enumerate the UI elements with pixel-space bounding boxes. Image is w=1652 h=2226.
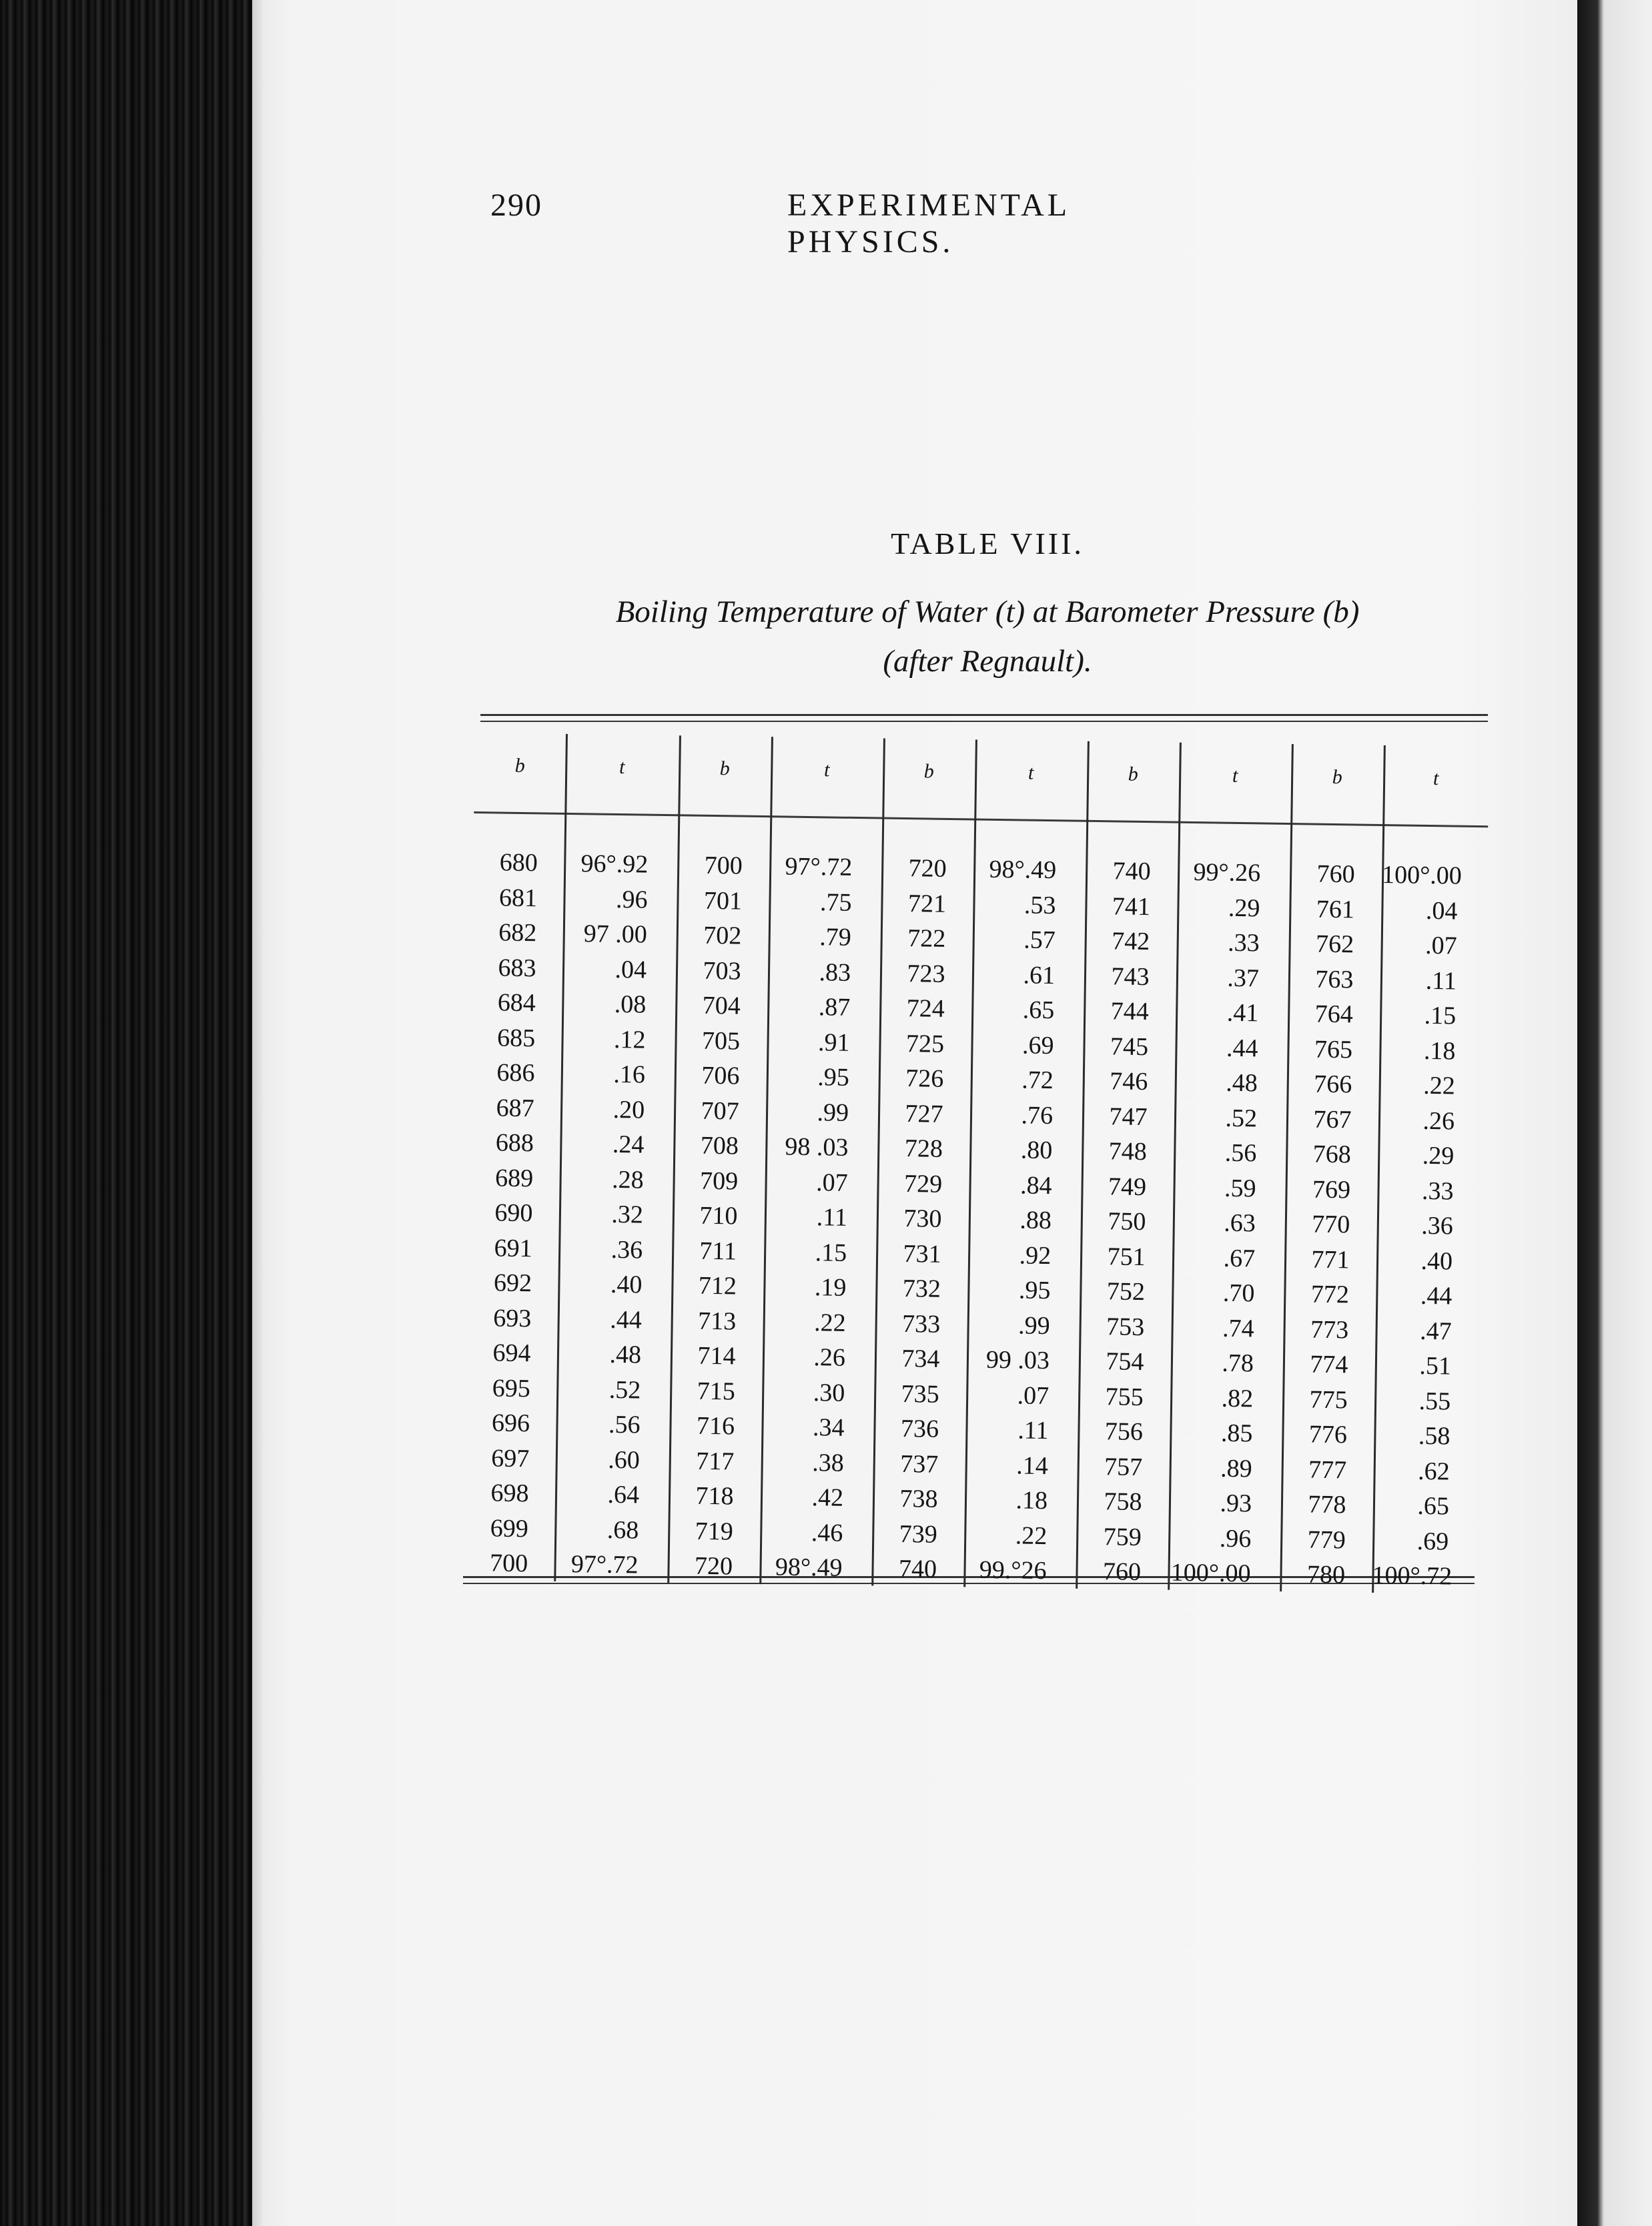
table-cell: 725 — [905, 1029, 945, 1058]
table-cell: 712 — [698, 1271, 737, 1301]
table-cell: .78 — [1222, 1349, 1254, 1378]
table-cell: .56 — [1224, 1138, 1257, 1168]
table-cell: 735 — [901, 1379, 940, 1409]
table-cell: 691 — [494, 1233, 533, 1262]
table-cell: .15 — [1424, 1001, 1457, 1030]
table-cell: 686 — [496, 1058, 535, 1088]
table-cell: .14 — [1015, 1451, 1049, 1480]
table-cell: 751 — [1107, 1242, 1146, 1271]
table-cell: 755 — [1105, 1382, 1144, 1411]
table-cell: .12 — [613, 1025, 646, 1054]
table-cell: 759 — [1103, 1522, 1142, 1551]
table-cell: 771 — [1311, 1245, 1350, 1274]
table-cell: 698 — [490, 1479, 529, 1508]
table-cell: 705 — [701, 1026, 741, 1056]
table-cell: .96 — [1219, 1524, 1252, 1553]
table-cell: 734 — [901, 1345, 940, 1373]
table-column-b-5 — [1280, 744, 1384, 1589]
table-cell: 770 — [1312, 1210, 1350, 1239]
table-cell: .20 — [612, 1095, 645, 1124]
table-cell: 763 — [1315, 965, 1354, 994]
table-cell: .19 — [814, 1273, 847, 1302]
table-cell: .08 — [614, 990, 647, 1019]
table-cell: 765 — [1314, 1035, 1353, 1064]
table-cell: .44 — [1420, 1281, 1453, 1311]
table-column-b-2 — [668, 735, 771, 1581]
table-cell: 779 — [1307, 1525, 1346, 1554]
table-column-b-3 — [872, 739, 975, 1583]
table-cell: 736 — [900, 1415, 939, 1443]
column-header: t — [823, 759, 830, 781]
table-cell: .29 — [1422, 1141, 1455, 1170]
table-cell: .57 — [1023, 925, 1056, 955]
table-cell: 694 — [492, 1339, 531, 1368]
caption-line-1: Boiling Temperature of Water (t) at Barometer Pressure (b) — [615, 595, 1360, 629]
table-cell: .82 — [1221, 1384, 1254, 1413]
table-cell: 775 — [1309, 1385, 1348, 1414]
table-caption — [520, 587, 1455, 686]
column-header: t — [1027, 761, 1034, 784]
table-cell: 733 — [901, 1309, 941, 1339]
table-cell: 695 — [492, 1373, 531, 1403]
table-cell: 709 — [699, 1166, 739, 1196]
table-cell: 776 — [1308, 1420, 1348, 1449]
table-cell: 740 — [898, 1554, 937, 1583]
table-cell: 746 — [1110, 1067, 1148, 1096]
table-cell: .65 — [1417, 1491, 1450, 1521]
table-cell: 742 — [1111, 927, 1150, 956]
table-cell: 98 .03 — [785, 1132, 849, 1162]
table-cell: 753 — [1106, 1312, 1145, 1341]
table-cell: .32 — [611, 1200, 644, 1229]
table-cell: .40 — [610, 1270, 643, 1299]
table-cell: 720 — [908, 854, 947, 883]
table-cell: 714 — [697, 1341, 736, 1371]
table-cell: 748 — [1108, 1137, 1148, 1166]
table-cell: .52 — [608, 1375, 641, 1405]
table-cell: .36 — [1421, 1211, 1454, 1240]
table-cell: .33 — [1421, 1176, 1454, 1206]
table-cell: 689 — [494, 1163, 534, 1192]
table-cell: 696 — [491, 1409, 530, 1438]
table-cell: 724 — [906, 994, 945, 1023]
table-cell: .53 — [1023, 891, 1056, 919]
table-cell: .18 — [1423, 1036, 1456, 1066]
table-cell: 727 — [905, 1099, 943, 1128]
table-cell: .07 — [1017, 1381, 1050, 1410]
table-cell: .55 — [1418, 1387, 1451, 1416]
table-cell: .92 — [1019, 1240, 1052, 1270]
table-cell: .70 — [1222, 1278, 1255, 1308]
table-cell: 761 — [1316, 895, 1355, 923]
table-cell: 711 — [699, 1236, 737, 1266]
running-head: EXPERIMENTAL PHYSICS. — [787, 188, 1070, 260]
table-cell: .04 — [1425, 896, 1458, 925]
table-cell: 700 — [704, 851, 743, 880]
table-cell: .96 — [615, 885, 648, 914]
table-cell: .38 — [811, 1448, 845, 1477]
table-cell: .74 — [1222, 1314, 1254, 1343]
table-column-b-4 — [1076, 741, 1180, 1587]
table-cell: 697 — [491, 1443, 530, 1473]
table-cell: 722 — [907, 924, 946, 953]
table-cell: 777 — [1308, 1455, 1347, 1484]
table-cell: 98°.49 — [989, 855, 1057, 885]
table-cell: .18 — [1015, 1486, 1048, 1515]
table-cell: .89 — [1220, 1454, 1253, 1483]
table-cell: 97°.72 — [570, 1550, 639, 1579]
table-cell: 98°.49 — [775, 1553, 843, 1582]
column-header: b — [1128, 763, 1138, 785]
table-cell: 718 — [695, 1481, 734, 1511]
book-spine — [0, 0, 254, 2226]
column-header: b — [719, 757, 731, 780]
table-cell: 741 — [1112, 891, 1151, 921]
table-cell: .79 — [819, 923, 852, 952]
table-cell: 100°.00 — [1381, 860, 1463, 890]
table-cell: 752 — [1106, 1277, 1146, 1307]
table-cell: 743 — [1111, 962, 1150, 991]
table-cell: 690 — [494, 1198, 533, 1228]
table-cell: 701 — [703, 886, 743, 915]
table-column-t-1 — [554, 734, 679, 1579]
table-cell: .64 — [607, 1480, 640, 1509]
table-cell: 764 — [1314, 1000, 1354, 1029]
table-cell: 708 — [700, 1131, 739, 1160]
table-cell: .91 — [817, 1028, 850, 1057]
table-cell: .44 — [1226, 1034, 1258, 1062]
table-column-t-2 — [760, 737, 883, 1582]
table-cell: .15 — [815, 1238, 847, 1267]
table-cell: .58 — [1418, 1421, 1451, 1451]
boiling-point-table — [464, 733, 1489, 1591]
table-cell: 683 — [498, 954, 536, 982]
table-cell: 706 — [701, 1061, 740, 1090]
column-header: b — [923, 760, 934, 783]
table-cell: .51 — [1419, 1351, 1452, 1381]
table-cell: .07 — [1424, 931, 1457, 960]
table-cell: 768 — [1312, 1140, 1352, 1169]
table-cell: 99.°26 — [979, 1555, 1047, 1585]
table-cell: 740 — [1112, 857, 1151, 886]
table-cell: .30 — [813, 1378, 845, 1407]
table-cell: .69 — [1416, 1527, 1449, 1555]
table-cell: .48 — [609, 1340, 642, 1369]
table-cell: .80 — [1020, 1136, 1053, 1165]
table-cell: .75 — [819, 887, 852, 917]
top-rule-1 — [480, 714, 1488, 716]
table-cell: .47 — [1419, 1317, 1452, 1346]
table-cell: 684 — [497, 988, 536, 1018]
top-rule-2 — [480, 721, 1488, 722]
facing-page-edge — [1577, 0, 1652, 2226]
table-cell: 100°.72 — [1372, 1561, 1453, 1591]
table-cell: 767 — [1313, 1105, 1352, 1134]
column-header: t — [1232, 764, 1238, 787]
table-cell: .22 — [813, 1308, 846, 1337]
table-cell: .16 — [613, 1060, 646, 1089]
table-cell: .28 — [611, 1165, 644, 1194]
column-header: b — [1332, 765, 1342, 789]
table-cell: 726 — [905, 1064, 944, 1093]
table-cell: 730 — [903, 1204, 942, 1233]
table-cell: 702 — [703, 921, 742, 950]
table-cell: .93 — [1220, 1489, 1252, 1518]
table-cell: .41 — [1226, 998, 1259, 1028]
table-cell: 737 — [899, 1449, 939, 1479]
table-cell: .26 — [813, 1343, 846, 1372]
table-cell: .11 — [1017, 1416, 1049, 1445]
table-cell: .29 — [1228, 893, 1260, 922]
table-cell: .40 — [1420, 1246, 1453, 1276]
table-cell: 704 — [702, 991, 741, 1020]
table-cell: .88 — [1019, 1206, 1052, 1235]
table-cell: .95 — [1018, 1276, 1051, 1305]
table-cell: 699 — [490, 1513, 529, 1543]
table-cell: .60 — [608, 1445, 641, 1475]
table-cell: 750 — [1108, 1207, 1146, 1236]
table-cell: 681 — [498, 883, 538, 912]
table-cell: 99°.26 — [1193, 858, 1261, 887]
table-cell: .99 — [817, 1098, 849, 1127]
table-column-t-5 — [1372, 745, 1489, 1591]
table-cell: 757 — [1104, 1452, 1143, 1481]
table-column-t-3 — [964, 739, 1088, 1585]
table-cell: 747 — [1109, 1102, 1148, 1131]
table-cell: .69 — [1021, 1030, 1054, 1060]
table-cell: 715 — [697, 1377, 736, 1406]
table-cell: .76 — [1021, 1100, 1054, 1130]
table-cell: 778 — [1308, 1490, 1346, 1519]
table-cell: 703 — [703, 956, 741, 986]
table-cell: 773 — [1310, 1315, 1349, 1344]
page-number: 290 — [490, 188, 542, 223]
table-cell: .99 — [1017, 1311, 1050, 1340]
table-cell: .24 — [612, 1130, 645, 1159]
table-cell: .68 — [606, 1515, 639, 1545]
table-cell: .67 — [1223, 1244, 1256, 1272]
table-cell: .56 — [608, 1410, 641, 1439]
table-cell: 100°.00 — [1170, 1558, 1251, 1588]
table-cell: .63 — [1224, 1208, 1256, 1238]
table-cell: 721 — [907, 889, 947, 918]
table-cell: .85 — [1220, 1419, 1253, 1448]
table-cell: 687 — [496, 1093, 534, 1122]
table-cell: 754 — [1106, 1347, 1144, 1377]
caption-line-2: (after Regnault). — [883, 644, 1092, 679]
table-title: TABLE VIII. — [891, 526, 1084, 561]
table-cell: .26 — [1422, 1106, 1455, 1136]
table-cell: .11 — [816, 1203, 848, 1232]
table-cell: .22 — [1015, 1521, 1048, 1550]
table-cell: .37 — [1227, 964, 1260, 992]
table-column-t-4 — [1168, 743, 1292, 1588]
table-cell: .48 — [1225, 1068, 1258, 1098]
table-cell: 762 — [1315, 930, 1354, 959]
page-header — [490, 187, 1224, 260]
table-cell: 732 — [902, 1274, 941, 1303]
table-cell: .72 — [1021, 1066, 1054, 1095]
table-cell: .44 — [609, 1305, 643, 1335]
table-cell: 720 — [694, 1551, 733, 1581]
table-cell: .33 — [1227, 928, 1260, 958]
table-cell: 685 — [496, 1024, 536, 1052]
table-cell: 692 — [493, 1268, 532, 1298]
table-cell: 760 — [1316, 859, 1355, 889]
table-cell: 749 — [1108, 1172, 1147, 1201]
table-cell: .52 — [1225, 1104, 1258, 1132]
table-cell: .42 — [811, 1483, 844, 1512]
table-cell: 97 .00 — [583, 919, 648, 949]
table-cell: 680 — [499, 848, 538, 877]
table-cell: 99 .03 — [985, 1345, 1050, 1375]
table-cell: .59 — [1224, 1174, 1256, 1202]
table-cell: 707 — [701, 1096, 739, 1126]
column-header: t — [1432, 767, 1439, 790]
table-cell: 760 — [1102, 1557, 1142, 1587]
table-cell: .84 — [1019, 1170, 1052, 1200]
table-cell: 756 — [1104, 1417, 1144, 1447]
table-cell: .95 — [817, 1063, 850, 1092]
table-cell: .62 — [1417, 1457, 1450, 1486]
table-cell: 745 — [1110, 1032, 1149, 1061]
column-header: t — [618, 756, 625, 779]
table-cell: 716 — [696, 1411, 735, 1441]
column-header: b — [514, 754, 526, 777]
table-cell: .83 — [819, 958, 851, 987]
table-cell: .36 — [610, 1235, 643, 1264]
table-cell: 723 — [907, 959, 945, 988]
table-cell: 717 — [696, 1447, 735, 1476]
table-cell: 710 — [699, 1201, 738, 1230]
table-cell: .65 — [1022, 996, 1055, 1025]
table-cell: 719 — [695, 1517, 734, 1546]
table-cell: .87 — [818, 993, 851, 1022]
table-cell: .61 — [1023, 961, 1056, 990]
table-cell: 96°.92 — [580, 849, 649, 879]
table-cell: 774 — [1310, 1350, 1348, 1379]
table-cell: 729 — [903, 1169, 943, 1198]
table-cell: 688 — [495, 1128, 534, 1158]
table-column-b-1 — [464, 733, 566, 1578]
table-cell: 700 — [489, 1549, 528, 1578]
table-cell: 728 — [904, 1134, 943, 1163]
table-cell: .34 — [812, 1413, 845, 1442]
table-cell: 769 — [1312, 1175, 1351, 1204]
table-cell: 713 — [697, 1307, 737, 1336]
table-cell: 682 — [498, 918, 537, 948]
table-cell: 772 — [1310, 1280, 1350, 1309]
table-cell: .07 — [815, 1168, 848, 1197]
table-cell: .22 — [1422, 1071, 1456, 1100]
table-cell: 766 — [1313, 1070, 1352, 1099]
table-cell: 758 — [1104, 1487, 1142, 1517]
table-cell: .11 — [1425, 966, 1457, 996]
table-cell: 739 — [899, 1519, 938, 1549]
table-cell: 731 — [903, 1239, 941, 1268]
table-cell: 744 — [1110, 997, 1150, 1026]
table-cell: 693 — [492, 1303, 532, 1333]
table-cell: 97°.72 — [785, 852, 853, 881]
table-cell: .04 — [614, 955, 647, 984]
table-cell: 738 — [899, 1485, 938, 1513]
table-cell: .46 — [811, 1518, 843, 1547]
table-cell: 780 — [1306, 1560, 1346, 1589]
